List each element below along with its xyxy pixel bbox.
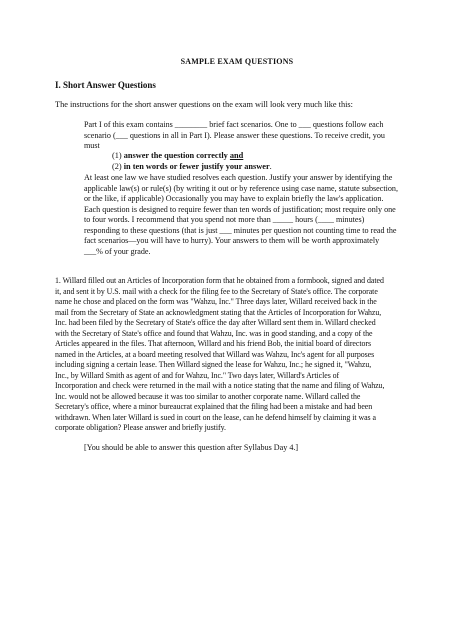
syllabus-note: [You should be able to answer this question after Syllabus Day 4.]	[84, 443, 299, 452]
page-title: SAMPLE EXAM QUESTIONS	[180, 57, 294, 66]
requirement-1-and: and	[229, 151, 244, 160]
requirement-2	[112, 162, 272, 173]
requirement-2-text: in ten words or fewer justify your answer	[123, 161, 270, 171]
requirement-2-period: .	[269, 161, 272, 171]
requirements-list	[112, 151, 272, 172]
requirement-2-number: (2)	[112, 161, 124, 171]
requirement-1-text: answer the question correctly	[123, 151, 230, 160]
requirement-1	[112, 151, 272, 162]
section-heading: I. Short Answer Questions	[55, 80, 156, 90]
question-1: 1. Willard filled out an Articles of Incorporation form that he obtained from a formbook, signed and dated it, and sent it by U.S. mail with a check for the filing fee to the Secretary of State's office. The corporate name he chose and placed on the form was "Wahzu, Inc." Three days later, Willard received back in the mail from the Secretary of State an acknowledgment stating that the Articles of Incorporation for Wahzu, Inc. had been filed by the Secretary of State's office the day after Willard sent them in. Willard checked with the Secretary of State's office and found that Wahzu, Inc. was in good standing, and a copy of the Articles appeared in the files. That afternoon, Willard and his friend Bob, the initial board of directors named in the Articles, at a board meeting resolved that Willard was Wahzu, Inc's agent for all purposes including signing a certain lease. Then Willard signed the lease for Wahzu, Inc.; he signed it, "Wahzu, Inc., by Willard Smith as agent of and for Wahzu, Inc." Two days later, Willard's Articles of Incorporation and check were returned in the mail with a notice stating that the name and filing of Wahzu, Inc. would not be allowed because it was too similar to another corporate name. Willard called the Secretary's office, where a minor bureaucrat explained that the filing had been a mistake and had been withdrawn. When later Willard is sued in court on the lease, can he defend himself by claiming it was a corporate obligation? Please answer and briefly justify.	[55, 276, 385, 432]
instructions-paragraph-2: At least one law we have studied resolves each question. Justify your answer by identifying the applicable law(s) or rule(s) (by writing it out or by reference using case name, statute subsection, or the like, if applicable) Occasionally you may have to explain briefly the law's application. Each question is designed to require fewer than ten words of justification; most require only one to four words. I recommend that you spend not more than _____ hours (____ minutes) responding to these questions (that is just ___ minutes per question not counting time to read the fact scenarios—you will have to hurry). Your answers to them will be worth approximately ___% of your grade.	[84, 173, 398, 256]
instructions-paragraph-1: Part I of this exam contains ________ brief fact scenarios. One to ___ questions follow each scenario (___ questions in all in Part I). Please answer these questions. To receive credit, you must	[84, 120, 385, 150]
requirement-1-number: (1)	[112, 151, 124, 160]
intro-text: The instructions for the short answer questions on the exam will look very much like this:	[55, 100, 353, 109]
